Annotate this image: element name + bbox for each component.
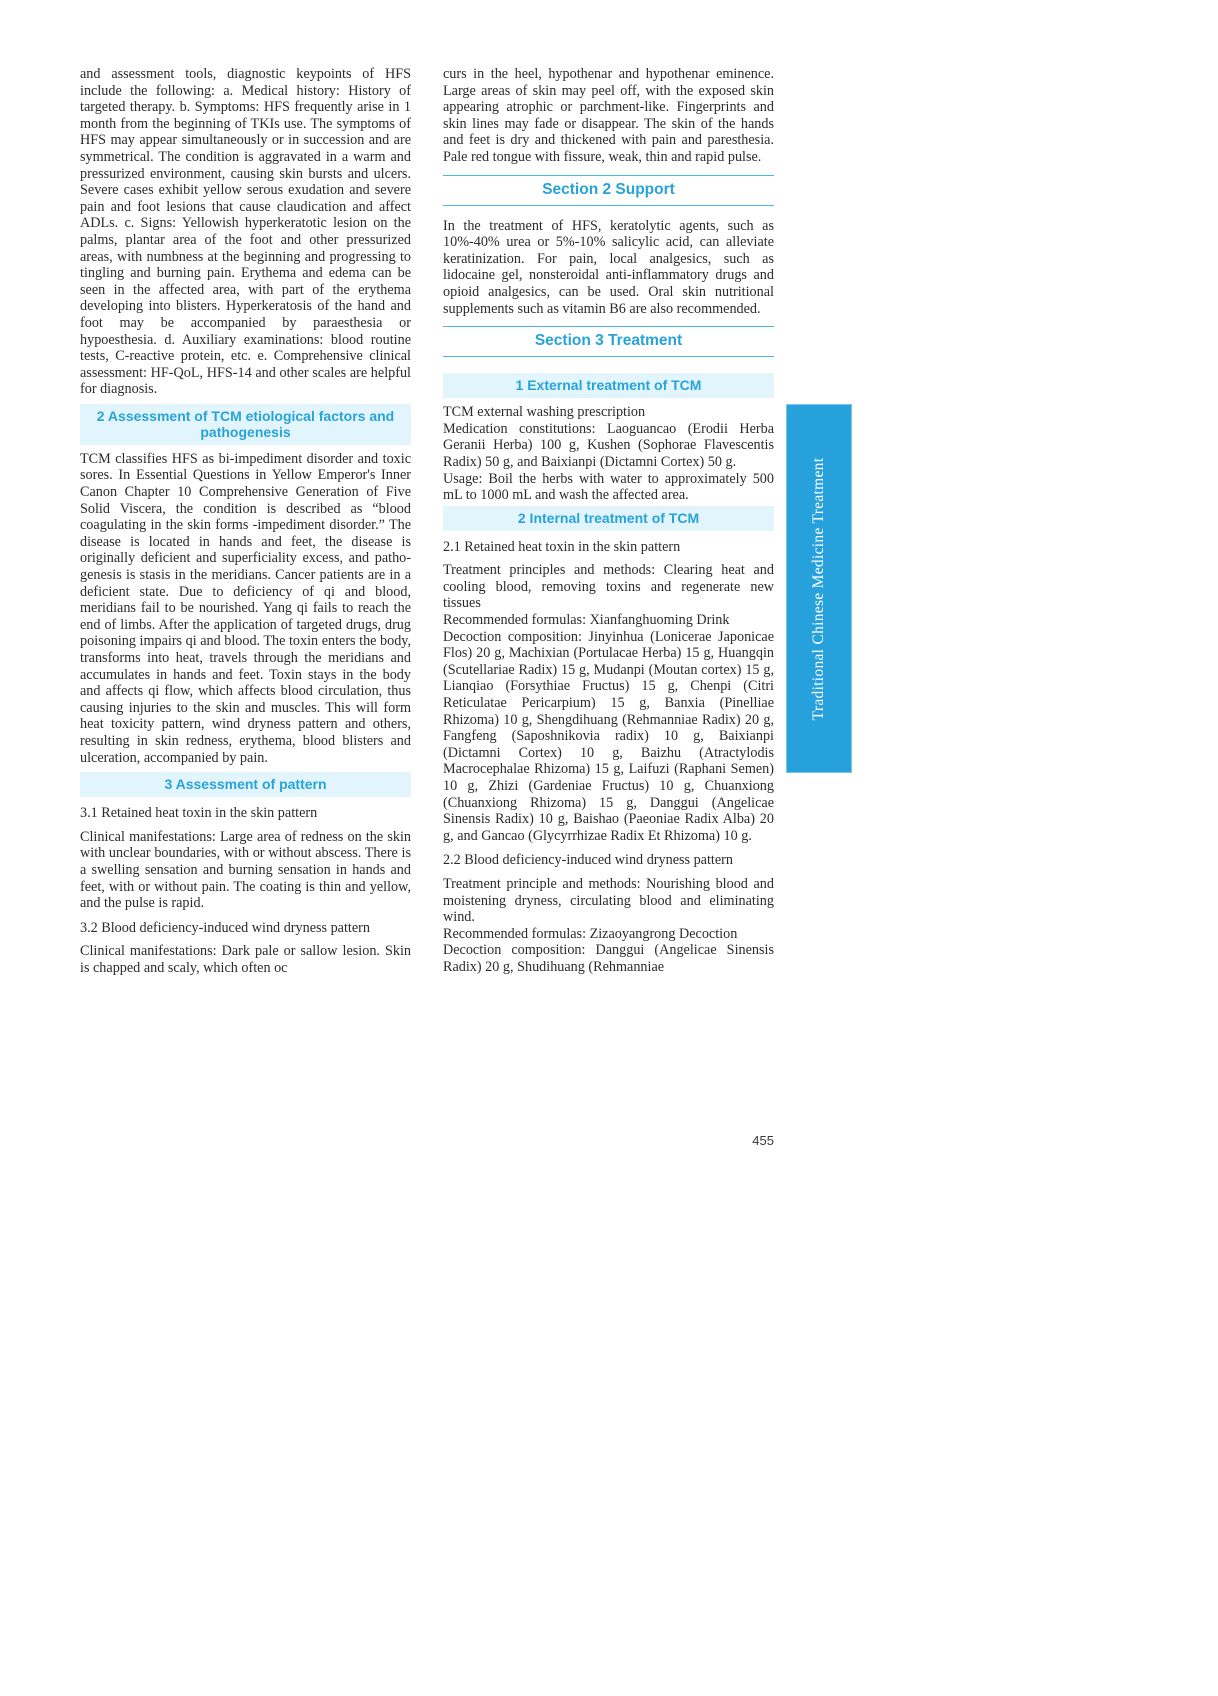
external-usage: Usage: Boil the herbs with water to approximately 500 mL to 1000 mL and wash the affected area. <box>443 470 774 504</box>
chapter-side-tab-label: Traditional Chinese Medicine Treatment <box>810 457 827 720</box>
heading-pattern-assessment: 3 Assessment of pattern <box>80 772 411 797</box>
paragraph-3-2-end: curs in the heel, hypothenar and hypothenar eminence. Large areas of skin may peel off, with the exposed skin appearing atrophic or parchment-like. Fingerprints and skin lines may fade or disappear. The skin of the hands and feet is dry and thickened with pain and paresthesia. Pale red tongue with fissure, weak, thin and rapid pulse. <box>443 66 774 165</box>
left-column <box>80 66 411 977</box>
external-medication: Medication constitutions: Laoguancao (Erodii Herba Geranii Herba) 100 g, Kushen (Sophorae Flavescentis Radix) 50 g, and Baixianpi (Dictamni Cortex) 50 g. <box>443 420 774 470</box>
subheading-2-1: 2.1 Retained heat toxin in the skin pattern <box>443 538 681 555</box>
etiology-paragraph: TCM classifies HFS as bi-impediment disorder and toxic sores. In Essential Questions in Yellow Emperor's Inner Canon Chapter 10 Comprehensive Generation of Five Solid Viscera, the condition is described as “blood coagulating in the skin forms -impediment disorder.” The disease is located in hands and feet, the disease is originally deficient and superficiality excess, and pathogenesis is stasis in the meridians. Cancer patients are in a deficient state. Due to deficiency of qi and blood, meridians fail to be nourished. Yang qi fails to reach the end of limbs. After the application of targeted drugs, drug poisoning impairs qi and blood. The toxin enters the body, transforms into heat, travels through the meridians and accumulates in hands and feet. Toxin stays in the body and affects qi flow, which affects blood circulation, thus causing injuries to the skin and muscles. This will form heat toxicity pattern, wind dryness pattern and others, resulting in skin redness, erythema, blood blisters and ulceration, accompanied by pain. <box>80 450 412 766</box>
decoction-2-2: Decoction composition: Danggui (Angelicae Sinensis Radix) 20 g, Shudihuang (Rehmanniae <box>443 942 774 975</box>
decoction-2-1: Decoction composition: Jinyinhua (Lonicerae Japonicae Flos) 20 g, Machixian (Portulacae Herba) 15 g, Huangqin (Scutellariae Radix) 15 g, Mudanpi (Moutan cortex) 15 g, Lianqiao (Forsythiae Fructus) 15 g, Chenpi (Citri Reticulatae Pericarpium) 15 g, Banxia (Pinelliae Rhizoma) 10 g, Shengdihuang (Rehmanniae Radix) 20 g, Fangfeng (Saposhnikovia radix) 10 g, Baixianpi (Dictamni Cortex) 10 g, Baizhu (Atractylodis Macrocephalae Rhizoma) 15 g, Laifuzi (Raphani Semen) 10 g, Zhizi (Gardeniae Fructus) 10 g, Chuanxiong (Chuanxiong Rhizoma) 15 g, Danggui (Angelicae Sinensis Radix) 10 g, Baishao (Paeoniae Radix Alba) 20 g, and Gancao (Glycyrrhizae Radix Et Rhizoma) 10 g. <box>443 628 774 844</box>
intro-paragraph: and assessment tools, diagnostic keypoints of HFS include the following: a. Medical history: History of targeted therapy. b. Symptoms: HFS frequently arise in 1 month from the beginning of TKIs use. The symptoms of HFS may appear simultaneously or in succession and are symmetrical. The condition is aggravated in a warm and pressurized environment, causing skin bursts and ulcers. Severe cases exhibit yellow serous exudation and severe pain and foot lesions that cause claudication and affect ADLs. c. Signs: Yellowish hyperkeratotic lesion on the palms, plantar area of the foot and other pressurized areas, with numbness at the beginning and progressing to tingling and burning pain. Erythema and edema can be seen in the affected area, with part of the erythema developing into blisters. Hyperkeratosis of the hand and foot may be accompanied by paraesthesia or hypoesthesia. d. Auxiliary examinations: blood routine tests, C-reactive protein, etc. e. Comprehensive clinical assessment: HF-QoL, HFS-14 and other scales are helpful for diagnosis. <box>80 66 411 398</box>
subheading-3-1: 3.1 Retained heat toxin in the skin pattern <box>80 805 318 822</box>
heading-internal-treatment: 2 Internal treatment of TCM <box>443 506 774 531</box>
chapter-side-tab <box>786 404 852 773</box>
section-treatment-heading: Section 3 Treatment <box>443 326 774 357</box>
paragraph-3-2-start: Clinical manifestations: Dark pale or sallow lesion. Skin is chapped and scaly, which often oc <box>80 943 411 976</box>
section-support-heading: Section 2 Support <box>443 175 774 206</box>
subheading-2-2: 2.2 Blood deficiency-induced wind dryness pattern <box>443 852 733 869</box>
paragraph-3-1: Clinical manifestations: Large area of redness on the skin with unclear boundaries, with or without abscess. There is a swelling sensation and burning sensation in hands and feet, with or without pain. The coating is thin and yellow, and the pulse is rapid. <box>80 828 411 912</box>
heading-external-treatment: 1 External treatment of TCM <box>443 373 774 398</box>
page-number: 455 <box>752 1133 774 1148</box>
principles-2-2: Treatment principle and methods: Nourishing blood and moistening dryness, circulating blood and eliminating wind. <box>443 875 774 926</box>
external-title: TCM external washing prescription <box>443 404 646 421</box>
principles-2-1: Treatment principles and methods: Clearing heat and cooling blood, removing toxins and regenerate new tissues <box>443 562 774 612</box>
right-column <box>443 66 774 976</box>
support-paragraph: In the treatment of HFS, keratolytic agents, such as 10%-40% urea or 5%-10% salicylic acid, can alleviate keratinization. For pain, local analgesics, such as lidocaine gel, nonsteroidal anti-inflammatory drugs and opioid analgesics, can be used. Oral skin nutritional supplements such as vitamin B6 are also recommended. <box>443 217 774 317</box>
formula-2-1: Recommended formulas: Xianfanghuoming Drink <box>443 612 730 629</box>
formula-2-2: Recommended formulas: Zizaoyangrong Decoction <box>443 925 738 942</box>
heading-tcm-etiology: 2 Assessment of TCM etiological factors and pathogenesis <box>80 404 411 445</box>
subheading-3-2: 3.2 Blood deficiency-induced wind dryness pattern <box>80 919 370 936</box>
